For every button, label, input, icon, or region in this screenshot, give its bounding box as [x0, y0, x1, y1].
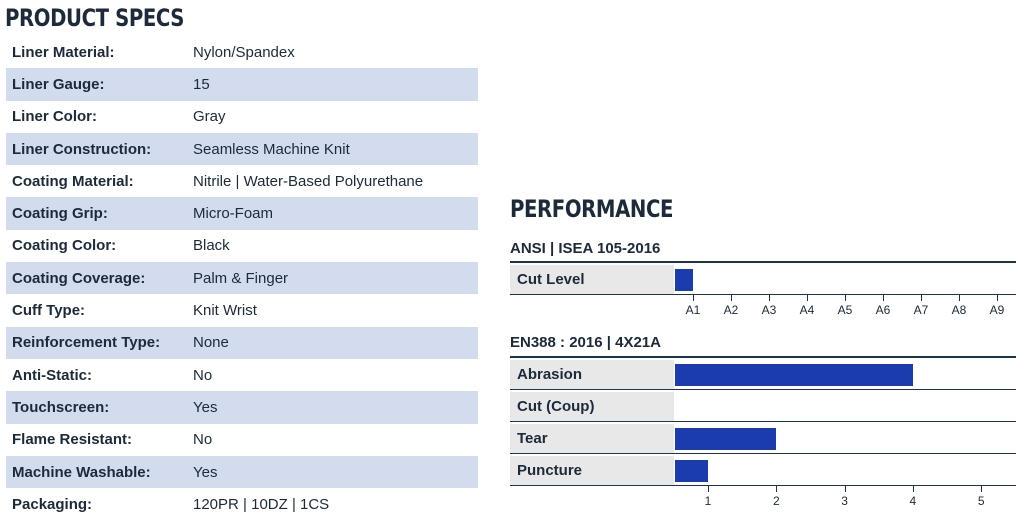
spec-row [6, 262, 478, 294]
spec-value: No [193, 366, 213, 384]
spec-label: Cuff Type: [12, 302, 86, 320]
spec-label: Coating Material: [12, 172, 134, 190]
chart-row [510, 360, 1016, 390]
chart-row [510, 424, 1016, 454]
axis-tick-label: 5 [977, 494, 985, 508]
chart-row [510, 456, 1016, 486]
spec-label: Flame Resistant: [12, 431, 133, 449]
spec-row [6, 359, 478, 391]
spec-label: Packaging: [12, 495, 93, 513]
axis-tick [845, 486, 846, 492]
axis-tick [731, 295, 732, 301]
chart-row [510, 392, 1016, 422]
axis-tick [959, 295, 960, 301]
en388-top-rule [510, 356, 1016, 358]
spec-value: None [193, 334, 229, 352]
chart-row-label: Abrasion [510, 360, 674, 389]
spec-value: 15 [193, 75, 210, 93]
axis-tick [769, 295, 770, 301]
chart-bar [675, 460, 708, 482]
spec-value: Seamless Machine Knit [193, 140, 350, 158]
ansi-top-rule [510, 261, 1016, 263]
chart-row-label: Cut (Coup) [510, 392, 674, 421]
spec-value: Palm & Finger [193, 269, 289, 287]
axis-tick-label: A8 [951, 303, 967, 317]
axis-tick [913, 486, 914, 492]
product-specs-title: PRODUCT SPECS [5, 4, 185, 32]
ansi-section-title: ANSI | ISEA 105-2016 [510, 240, 661, 257]
spec-row [6, 230, 478, 262]
axis-tick [693, 295, 694, 301]
axis-tick-label: A2 [723, 303, 739, 317]
axis-tick [776, 486, 777, 492]
spec-value: Nylon/Spandex [193, 43, 295, 61]
spec-row [6, 294, 478, 326]
spec-label: Coating Grip: [12, 205, 108, 223]
spec-value: Micro-Foam [193, 205, 274, 223]
axis-tick-label: A7 [913, 303, 929, 317]
axis-tick-label: A3 [761, 303, 777, 317]
axis-tick-label: 2 [772, 494, 780, 508]
axis-tick-label: 1 [704, 494, 712, 508]
chart-row-label: Cut Level [510, 265, 674, 294]
spec-label: Liner Construction: [12, 140, 152, 158]
spec-label: Touchscreen: [12, 398, 110, 416]
axis-tick-label: A1 [685, 303, 701, 317]
spec-value: Gray [193, 108, 226, 126]
axis-tick [997, 295, 998, 301]
spec-label: Coating Color: [12, 237, 117, 255]
spec-label: Liner Gauge: [12, 75, 105, 93]
spec-label: Reinforcement Type: [12, 334, 161, 352]
spec-value: Knit Wrist [193, 302, 257, 320]
axis-tick-label: 4 [909, 494, 917, 508]
axis-tick-label: A9 [989, 303, 1005, 317]
spec-label: Machine Washable: [12, 463, 151, 481]
spec-value: Nitrile | Water-Based Polyurethane [193, 172, 424, 190]
axis-tick [981, 486, 982, 492]
axis-tick-label: A5 [837, 303, 853, 317]
spec-row [6, 327, 478, 359]
en388-section-title: EN388 : 2016 | 4X21A [510, 334, 661, 351]
axis-tick-label: A4 [799, 303, 815, 317]
axis-tick [921, 295, 922, 301]
spec-row [6, 424, 478, 456]
spec-value: Yes [193, 398, 218, 416]
chart-bar [675, 364, 913, 386]
spec-label: Liner Material: [12, 43, 115, 61]
axis-tick-label: 3 [841, 494, 848, 508]
axis-tick-label: A6 [875, 303, 891, 317]
axis-tick [883, 295, 884, 301]
spec-row [6, 101, 478, 133]
axis-tick [708, 486, 709, 492]
chart-row-label: Tear [510, 424, 674, 453]
spec-row [6, 391, 478, 423]
spec-row [6, 165, 478, 197]
spec-value: Yes [193, 463, 218, 481]
spec-row [6, 36, 478, 68]
chart-bar [675, 269, 693, 291]
spec-row [6, 456, 478, 488]
spec-row [6, 68, 478, 100]
axis-tick [845, 295, 846, 301]
spec-value: Black [193, 237, 230, 255]
chart-bar [675, 428, 776, 450]
spec-row [6, 488, 478, 520]
chart-row [510, 265, 1016, 295]
axis-tick [807, 295, 808, 301]
spec-value: 120PR | 10DZ | 1CS [193, 495, 330, 513]
spec-label: Liner Color: [12, 108, 97, 126]
chart-row-label: Puncture [510, 456, 674, 485]
spec-label: Anti-Static: [12, 366, 92, 384]
performance-title: PERFORMANCE [510, 195, 674, 223]
spec-value: No [193, 431, 213, 449]
product-specs-table [6, 36, 478, 520]
spec-row [6, 197, 478, 229]
spec-label: Coating Coverage: [12, 269, 146, 287]
spec-row [6, 133, 478, 165]
